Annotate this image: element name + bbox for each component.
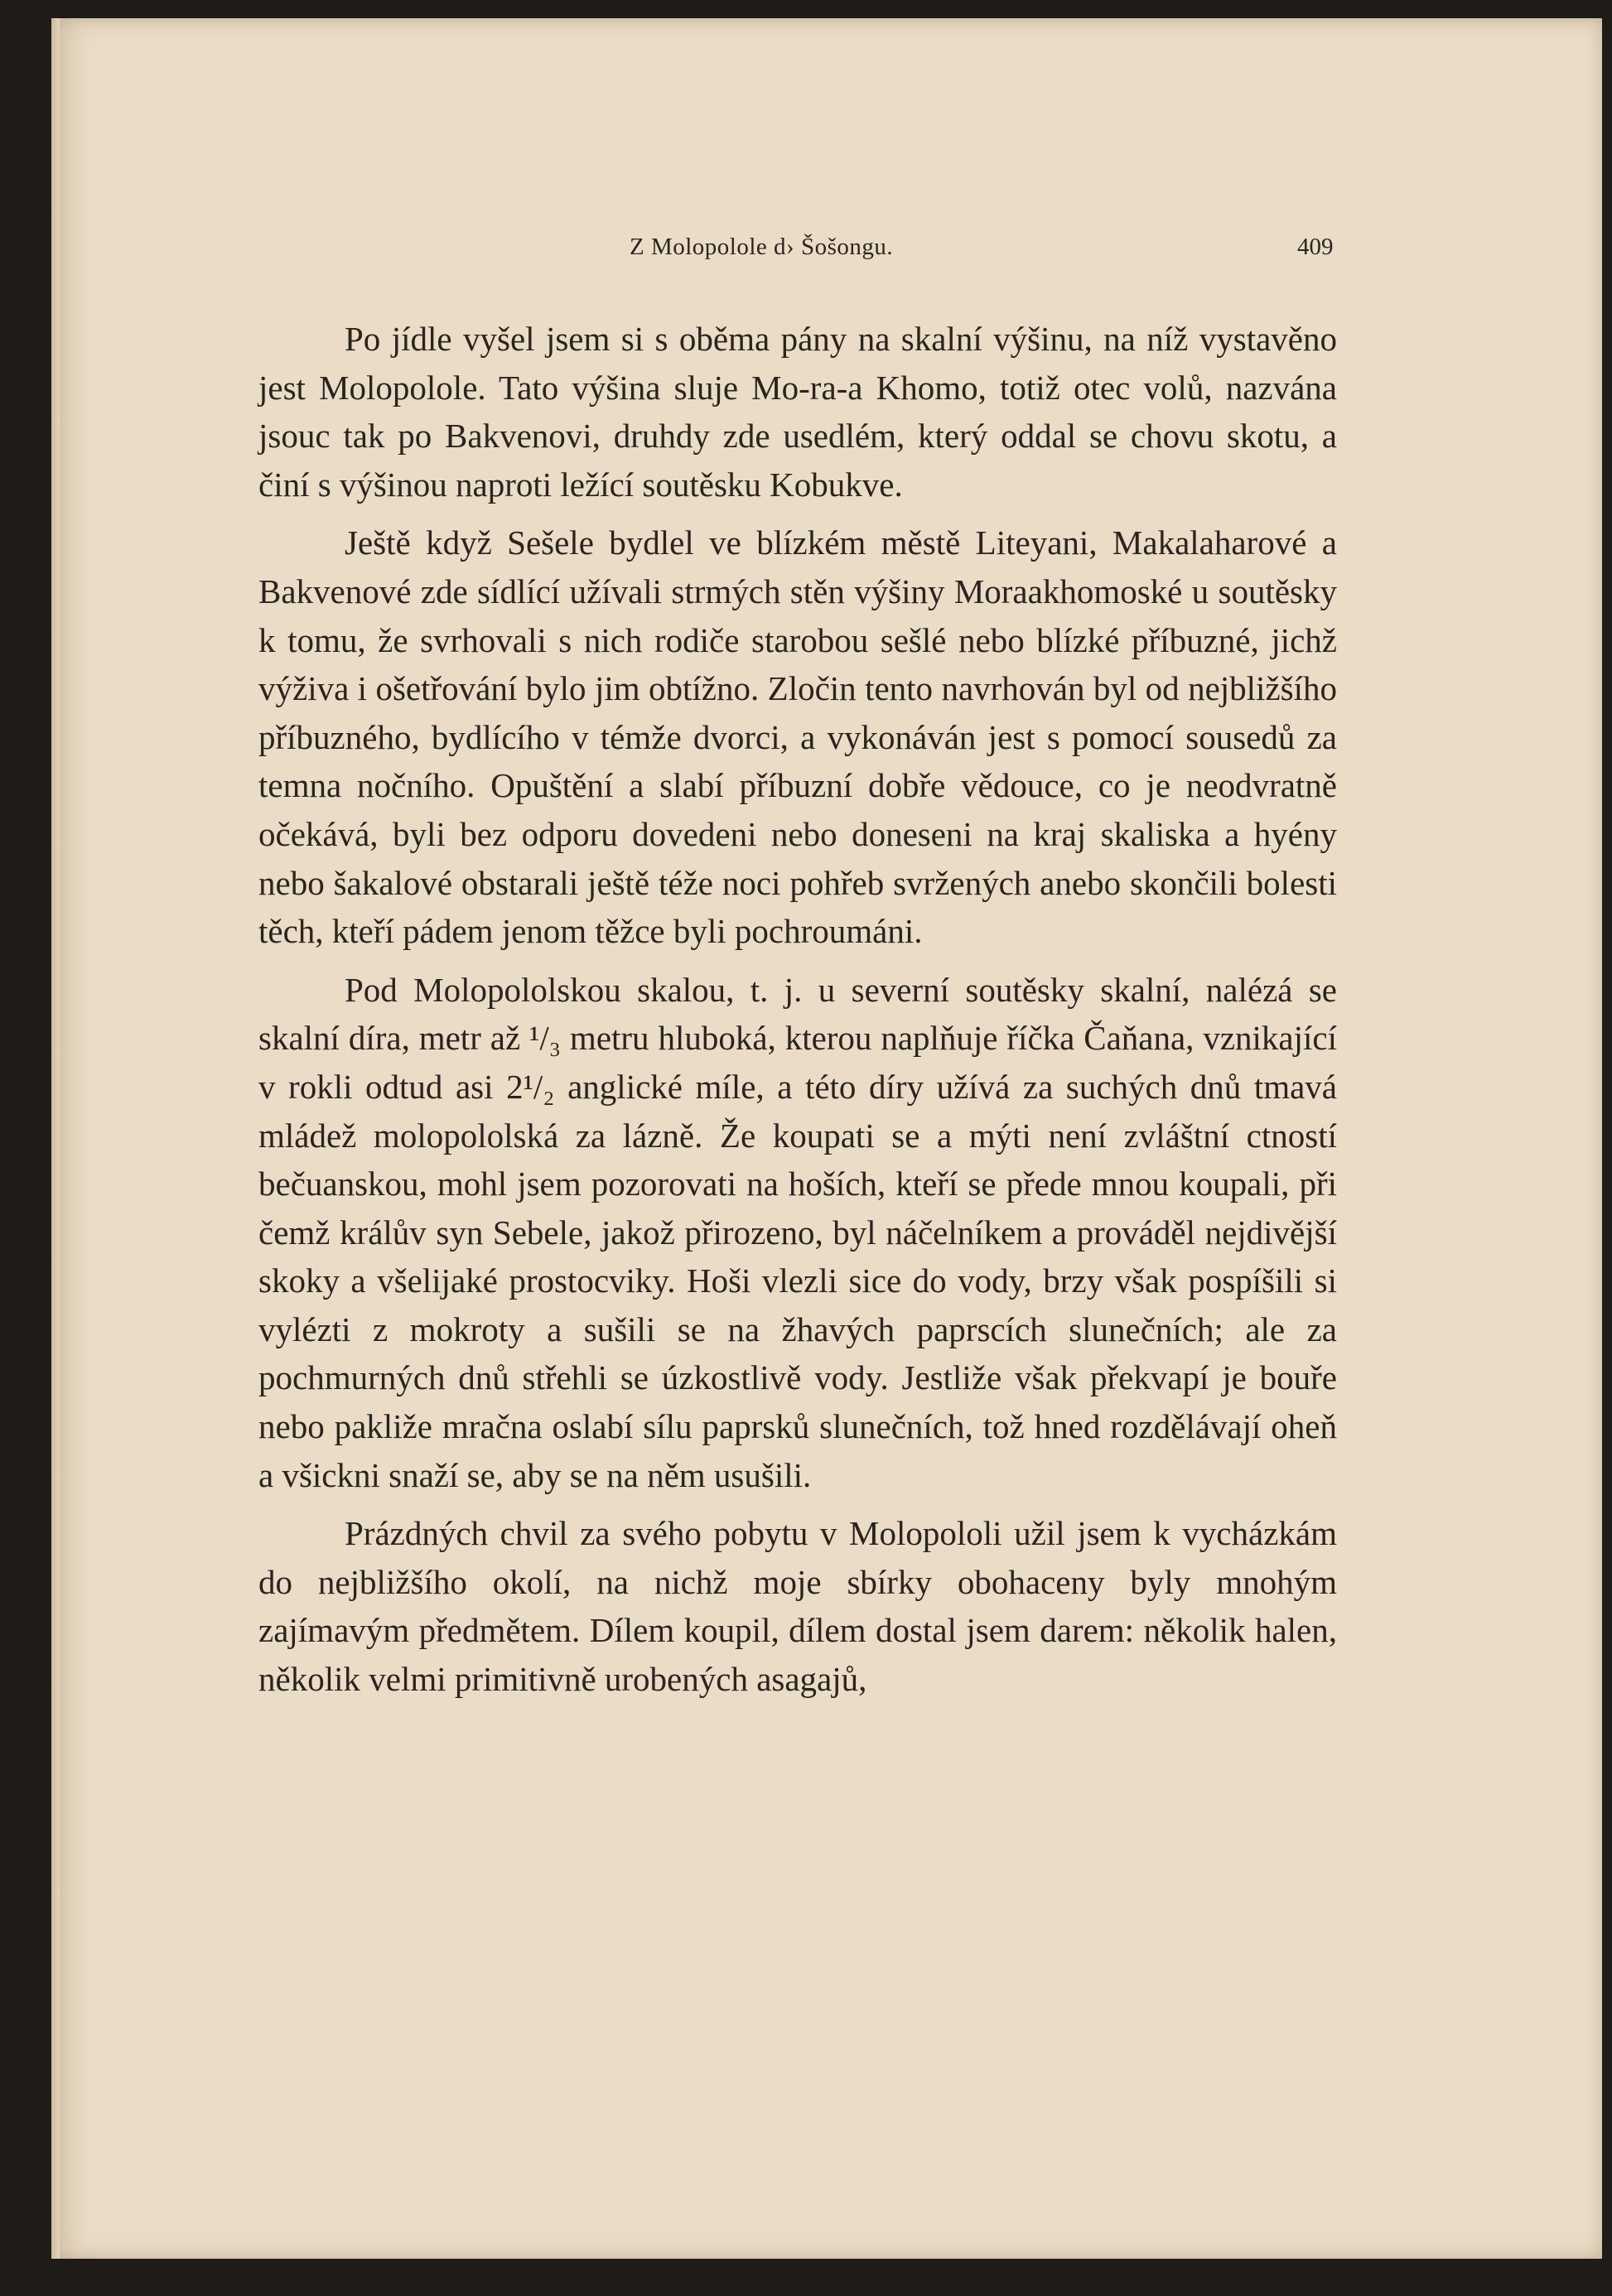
paragraph-4: Prázdných chvil za svého pobytu v Molopololi užil jsem k vycházkám do nejbližšího okolí, na nichž moje sbírky obohaceny byly mnohým zajímavým předmětem. Dílem koupil, dílem dostal jsem darem: několik halen, několik velmi primitivně urobených asagajů,	[258, 1514, 1337, 1699]
paragraph-3: Pod Molopololskou skalou, t. j. u severní soutěsky skalní, nalézá se skalní díra, metr až ¹/₃ metru hluboká, kterou naplňuje říčka Čaňana, vznikající v rokli odtud asi 2¹/₂ anglické míle, a této díry užívá za suchých dnů tmavá mládež molopololská za lázně. Že koupati se a mýti není zvláštní ctností bečuanskou, mohl jsem pozorovati na hoších, kteří se přede mnou koupali, při čemž králův syn Sebele, jakož přirozeno, byl náčelníkem a prováděl nejdivější skoky a všelijaké prostocviky. Hoši vlezli sice do vody, brzy však pospíšili si vylézti z mokroty a sušili se na žhavých paprscích slunečních; ale za pochmurných dnů střehli se úzkostlivě vody. Jestliže však překvapí je bouře nebo pakliže mračna oslabí sílu paprsků slunečních, tož hned rozdělávají oheň a všickni snaží se, aby se na něm usušili.	[258, 970, 1337, 1494]
running-title: Z Molopolole d› Šošongu.	[630, 234, 894, 260]
running-header	[0, 234, 1612, 267]
paragraph-2: Ještě když Sešele bydlel ve blízkém městě Liteyani, Makalaharové a Bakvenové zde sídlící užívali strmých stěn výšiny Moraakhomoské u soutěsky k tomu, že svrhovali s nich rodiče starobou sešlé nebo blízké příbuzné, jichž výživa i ošetřování bylo jim obtížno. Zločin tento navrhován byl od nejbližšího příbuzného, bydlícího v témže dvorci, a vykonáván jest s pomocí sousedů za temna nočního. Opuštění a slabí příbuzní dobře vědouce, co je neodvratně očekává, byli bez odporu dovedeni nebo doneseni na kraj skaliska a hyény nebo šakalové obstarali ještě téže noci pohřeb svržených anebo skončili bolesti těch, kteří pádem jenom těžce byli pochroumáni.	[258, 523, 1337, 951]
page-gutter-edge	[51, 18, 60, 2259]
body-text	[258, 315, 1337, 1714]
page-number: 409	[1297, 234, 1334, 260]
paragraph-1: Po jídle vyšel jsem si s oběma pány na skalní výšinu, na níž vystavěno jest Molopolole. Tato výšina sluje Mo-ra-a Khomo, totiž otec volů, nazvána jsouc tak po Bakvenovi, druhdy zde usedlém, který oddal se chovu skotu, a činí s výšinou naproti ležící soutěsku Kobukve.	[258, 320, 1337, 504]
